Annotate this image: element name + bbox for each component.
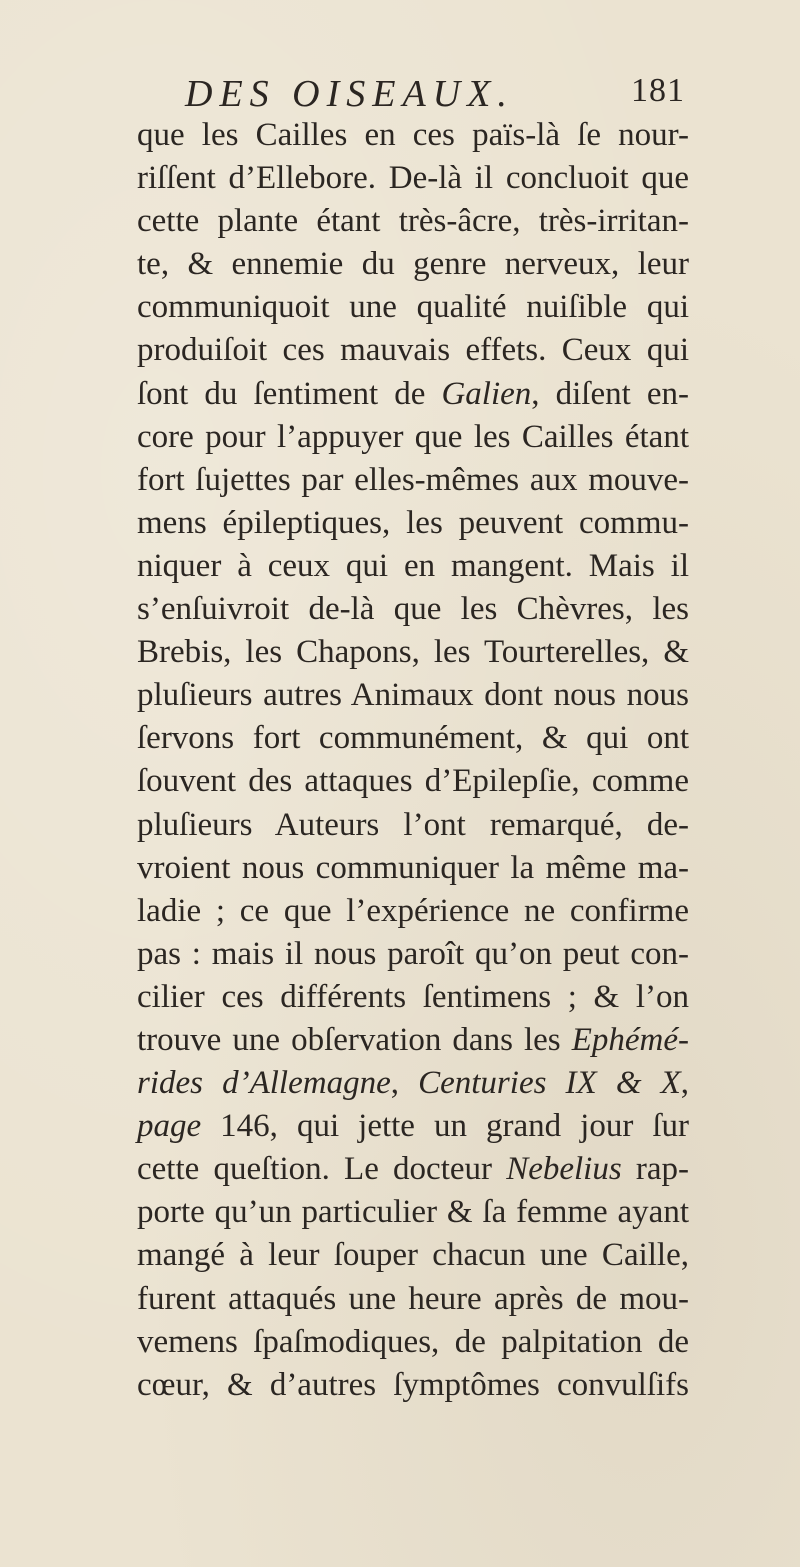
text-segment: cette plante étant très-âcre, très-irritan- — [137, 203, 689, 240]
text-line — [137, 286, 689, 329]
text-segment: s’enſuivroit de-là que les Chèvres, les — [137, 591, 689, 628]
body-text — [137, 114, 689, 1407]
text-line — [137, 760, 689, 803]
text-line — [137, 890, 689, 933]
text-segment: cœur, & d’autres ſymptômes convulſifs — [137, 1366, 689, 1403]
running-title: DES OISEAUX. — [185, 73, 514, 115]
text-segment: 146, qui jette un grand jour ſur — [201, 1108, 689, 1145]
text-segment: ſouvent des attaques d’Epilepſie, comme — [137, 763, 689, 800]
text-line — [137, 847, 689, 890]
page-number: 181 — [631, 72, 685, 109]
text-segment: communiquoit une qualité nuiſible qui — [137, 289, 689, 326]
italic-text: Galien — [441, 375, 532, 412]
text-segment: furent attaqués une heure après de mou- — [137, 1280, 689, 1317]
text-line — [137, 1062, 689, 1105]
text-segment: , diſent en- — [531, 375, 690, 412]
text-line — [137, 588, 689, 631]
text-segment: que les Cailles en ces païs-là ſe nour- — [137, 117, 689, 153]
text-segment: pluſieurs autres Animaux dont nous nous — [137, 677, 689, 714]
text-line — [137, 1278, 689, 1321]
text-line — [137, 804, 689, 847]
text-segment: niquer à ceux qui en mangent. Mais il — [137, 547, 689, 584]
text-segment: riſſent d’Ellebore. De-là il concluoit que — [137, 160, 689, 197]
italic-text: Ephémé- — [571, 1021, 689, 1058]
text-segment: te, & ennemie du genre nerveux, leur — [137, 246, 689, 283]
text-segment: vroient nous communiquer la même ma- — [137, 849, 689, 886]
text-line — [137, 1191, 689, 1234]
text-line — [137, 373, 689, 416]
text-line — [137, 674, 689, 717]
text-segment: Brebis, les Chapons, les Tourterelles, & — [137, 634, 689, 671]
text-line — [137, 243, 689, 286]
italic-text: rides d’Allemagne — [137, 1065, 391, 1102]
text-line — [137, 200, 689, 243]
text-line — [137, 1019, 689, 1062]
text-segment: ſont du ſentiment de — [137, 375, 442, 412]
text-segment: ladie ; ce que l’expérience ne confirme — [137, 892, 689, 929]
text-line — [137, 416, 689, 459]
text-segment: cette queſtion. Le docteur — [137, 1151, 507, 1188]
text-segment: core pour l’appuyer que les Cailles étant — [137, 418, 689, 455]
text-segment: ſervons fort communément, & qui ont — [137, 720, 689, 757]
text-line — [137, 1364, 689, 1407]
text-segment: produiſoit ces mauvais effets. Ceux qui — [137, 332, 689, 369]
text-line — [137, 631, 689, 674]
italic-text: Centuries IX & X — [418, 1065, 681, 1102]
text-segment: pluſieurs Auteurs l’ont remarqué, de- — [137, 806, 689, 843]
text-line — [137, 933, 689, 976]
text-line — [137, 1148, 689, 1191]
text-line — [137, 329, 689, 372]
text-line — [137, 1234, 689, 1277]
text-segment: vemens ſpaſmodiques, de palpitation de — [137, 1323, 689, 1360]
text-segment: fort ſujettes par elles-mêmes aux mouve- — [137, 461, 689, 498]
text-segment: , — [390, 1065, 419, 1102]
text-line — [137, 157, 689, 200]
text-line — [137, 502, 689, 545]
text-line — [137, 459, 689, 502]
text-segment: pas : mais il nous paroît qu’on peut con- — [137, 935, 689, 972]
text-segment: porte qu’un particulier & ſa femme ayant — [137, 1194, 689, 1231]
text-line — [137, 114, 689, 157]
text-segment: mangé à leur ſouper chacun une Caille, — [137, 1237, 689, 1274]
text-line — [137, 976, 689, 1019]
text-line — [137, 717, 689, 760]
text-line — [137, 1321, 689, 1364]
text-segment: , — [680, 1065, 690, 1102]
text-segment: cilier ces différents ſentimens ; & l’on — [137, 978, 689, 1015]
text-segment: rap- — [621, 1151, 689, 1188]
text-line — [137, 1105, 689, 1148]
italic-text: page — [137, 1108, 202, 1145]
italic-text: Nebelius — [506, 1151, 622, 1188]
text-line — [137, 545, 689, 588]
text-segment: mens épileptiques, les peuvent commu- — [137, 504, 689, 541]
text-segment: trouve une obſervation dans les — [137, 1021, 572, 1058]
